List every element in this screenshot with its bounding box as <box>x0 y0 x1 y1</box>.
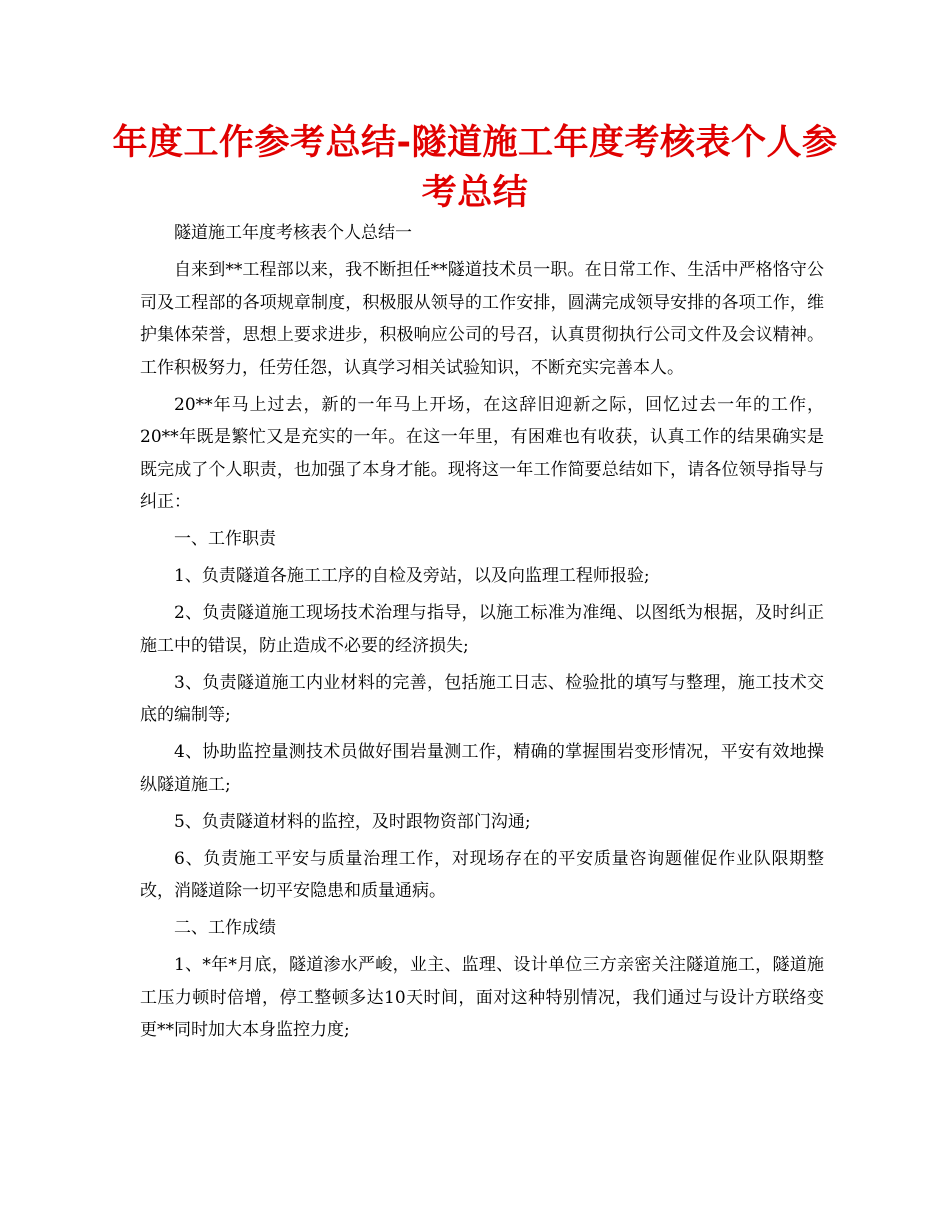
duty-item-6: 6、负责施工平安与质量治理工作，对现场存在的平安质量咨询题催促作业队限期整改，消隧道除一切平安隐患和质量通病。 <box>140 848 824 901</box>
duty-item-1: 1、负责隧道各施工工序的自检及旁站，以及向监理工程师报验; <box>174 566 650 586</box>
duty-item-2: 2、负责隧道施工现场技术治理与指导，以施工标准为准绳、以图纸为根据，及时纠正施工中的错误，防止造成不必要的经济损失; <box>140 603 824 656</box>
paragraph-intro: 自来到**工程部以来，我不断担任**隧道技术员一职。在日常工作、生活中严格恪守公司及工程部的各项规章制度，积极服从领导的工作安排，圆满完成领导安排的各项工作，维护集体荣誉，思想上要求进步，积极响应公司的号召，认真贯彻执行公司文件及会议精神。工作积极努力，任劳任怨，认真学习相关试验知识，不断充实完善本人。 <box>140 260 824 378</box>
achievement-item-1: 1、*年*月底，隧道渗水严峻，业主、监理、设计单位三方亲密关注隧道施工，隧道施工压力顿时倍增，停工整顿多达10天时间，面对这种特别情况，我们通过与设计方联络变更**同时加大本身监控力度; <box>140 955 824 1040</box>
section-subtitle: 隧道施工年度考核表个人总结一 <box>174 223 412 243</box>
duty-item-3: 3、负责隧道施工内业材料的完善，包括施工日志、检验批的填写与整理，施工技术交底的编制等; <box>140 672 824 725</box>
heading-achievements: 二、工作成绩 <box>174 918 276 938</box>
document-title: 年度工作参考总结-隧道施工年度考核表个人参考总结 <box>112 123 838 213</box>
document-body <box>140 217 824 1051</box>
paragraph-review: 20**年马上过去，新的一年马上开场，在这辞旧迎新之际，回忆过去一年的工作，20**年既是繁忙又是充实的一年。在这一年里，有困难也有收获，认真工作的结果确实是既完成了个人职责，也加强了本身才能。现将这一年工作简要总结如下，请各位领导指导与纠正： <box>140 394 824 512</box>
duty-item-4: 4、协助监控量测技术员做好围岩量测工作，精确的掌握围岩变形情况，平安有效地操纵隧道施工; <box>140 742 824 795</box>
heading-duties: 一、工作职责 <box>174 529 276 549</box>
duty-item-5: 5、负责隧道材料的监控，及时跟物资部门沟通; <box>174 811 531 832</box>
